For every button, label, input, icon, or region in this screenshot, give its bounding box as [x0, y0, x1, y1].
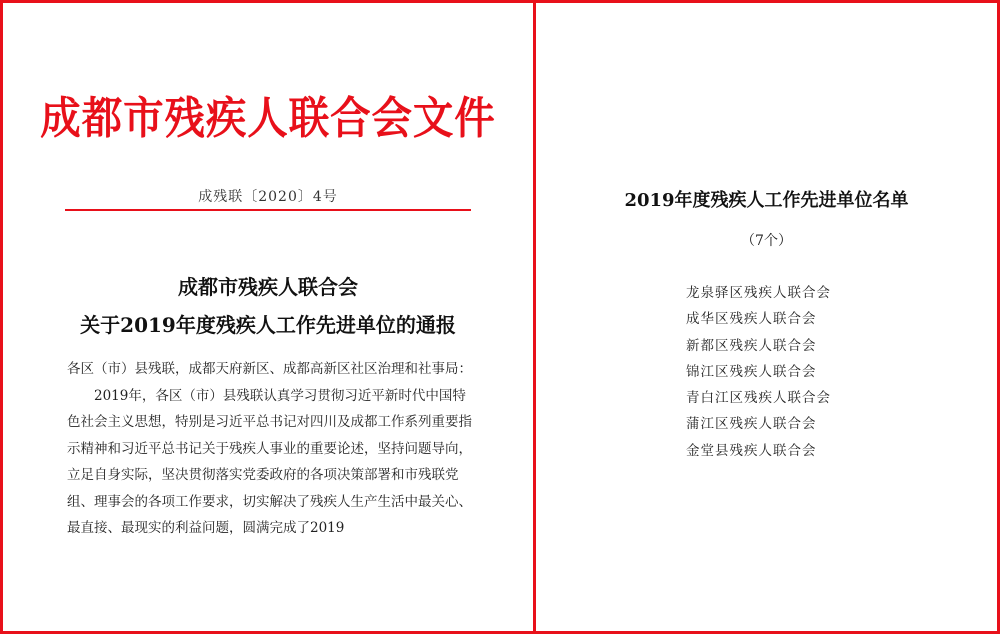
notice-title-line2: 关于2019年度残疾人工作先进单位的通报 [80, 313, 456, 337]
list-title: 2019年度残疾人工作先进单位名单 [624, 190, 909, 211]
addressee: 各区（市）县残联，成都天府新区、成都高新区社区治理和社事局： [67, 361, 472, 377]
list-item: 青白江区残疾人联合会 [686, 390, 831, 407]
unit-list [686, 280, 831, 464]
notice-title-line1: 成都市残疾人联合会 [178, 275, 358, 299]
list-item: 锦江区残疾人联合会 [686, 363, 817, 380]
right-page [536, 0, 997, 634]
notice-body [67, 356, 479, 542]
list-item: 蒲江区残疾人联合会 [686, 416, 817, 433]
document-header-title: 成都市残疾人联合会文件 [40, 93, 496, 144]
list-item: 金堂县残疾人联合会 [686, 442, 817, 459]
list-count: （7个） [741, 233, 792, 249]
list-item: 新都区残疾人联合会 [686, 337, 817, 354]
document-number: 成残联〔2020〕4号 [198, 189, 338, 205]
list-item: 龙泉驿区残疾人联合会 [686, 285, 831, 301]
left-page [3, 0, 533, 634]
body-paragraph: 2019年，各区（市）县残联认真学习贯彻习近平新时代中国特色社会主义思想，特别是习近平总书记对四川及成都工作系列重要指示精神和习近平总书记关于残疾人事业的重要论述，坚持问题导向，立足自身实际，坚决贯彻落实党委政府的各项决策部署和市残联党组、理事会的各项工作要求，切实解决了残疾人生产生活中最关心、最直接、最现实的利益问题，圆满完成了2019 [67, 387, 472, 536]
list-item: 成华区残疾人联合会 [686, 311, 817, 328]
red-rule-divider [65, 209, 471, 211]
